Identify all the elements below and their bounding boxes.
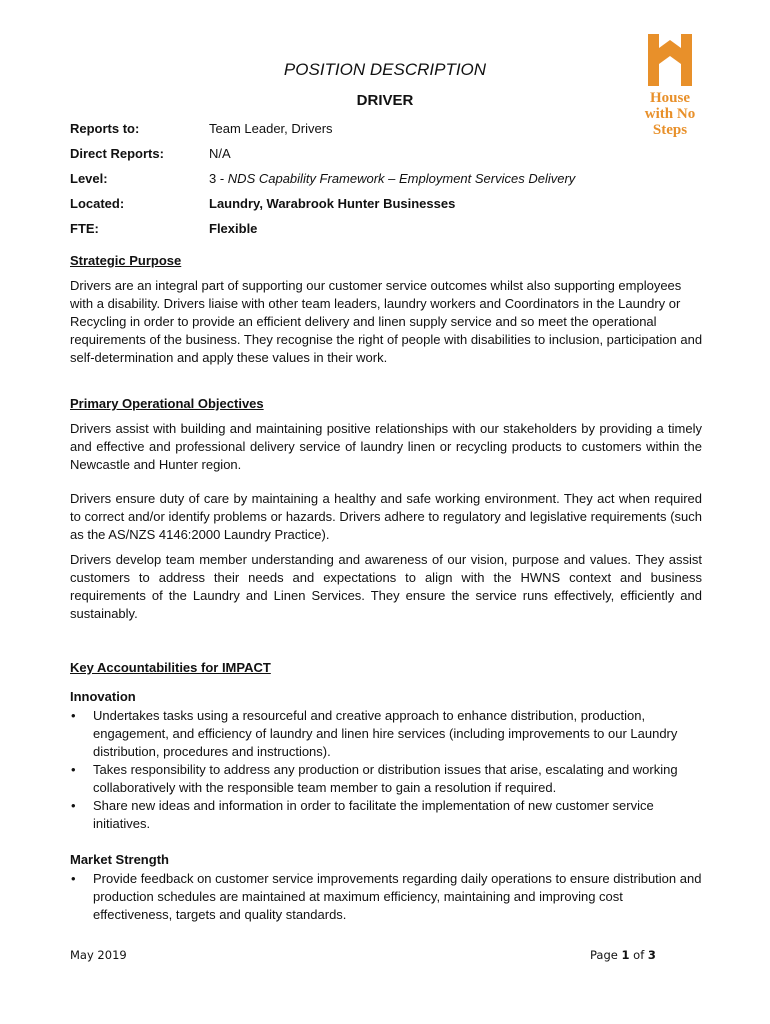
bullet-icon: •: [71, 762, 76, 777]
list-item-text: Takes responsibility to address any production or distribution issues that arise, escalating and working collaboratively with the responsible team member to gain a resolution if required.: [93, 762, 678, 795]
page-number: [590, 948, 656, 962]
objectives-paragraph: Drivers assist with building and maintaining positive relationships with our stakeholders by providing a timely and effective and professional delivery service of laundry linen or recycling products to customers within the Newcastle and Hunter region.: [70, 421, 702, 472]
objectives-paragraph: Drivers develop team member understanding and awareness of our vision, purpose and values. They assist customers to address their needs and expectations to align with the HWNS context and business requirements of the Laundry and Linen Services. They ensure the service runs effectively, efficiently and sustainably.: [70, 552, 702, 621]
innovation-list: [70, 707, 702, 833]
market-strength-heading: Market Strength: [70, 852, 169, 867]
role-title: DRIVER: [356, 92, 414, 109]
page-of: of: [629, 948, 648, 962]
meta-label: Reports to:: [70, 121, 140, 136]
list-item-text: Provide feedback on customer service improvements regarding daily operations to ensure distribution and production schedules are maintained at maximum efficiency, maintaining and improving cost effectiveness, targets and quality standards.: [93, 871, 702, 922]
list-item: [70, 707, 702, 761]
meta-row-fte: [70, 220, 575, 245]
level-framework: NDS Capability Framework – Employment Services Delivery: [227, 171, 576, 186]
meta-label: Level:: [70, 171, 108, 186]
meta-label: FTE:: [70, 221, 99, 236]
meta-row-located: [70, 195, 575, 220]
list-item: [70, 870, 702, 924]
meta-label: Located:: [70, 196, 125, 211]
page-current: 1: [621, 948, 630, 962]
document-title: POSITION DESCRIPTION: [283, 60, 487, 79]
accountabilities-heading: Key Accountabilities for IMPACT: [70, 660, 271, 675]
market-strength-list: [70, 870, 702, 924]
logo-line: with No: [644, 106, 696, 122]
list-item: [70, 761, 702, 797]
level-number: 3 -: [209, 171, 228, 186]
list-item-text: Share new ideas and information in order to facilitate the implementation of new customer service initiatives.: [93, 798, 654, 831]
objectives-paragraph: Drivers ensure duty of care by maintaining a healthy and safe working environment. They act when required to correct and/or identify problems or hazards. Drivers adhere to regulatory and legislative requirements (such as the AS/NZS 4146:2000 Laundry Practice).: [70, 491, 702, 542]
innovation-heading: Innovation: [70, 689, 136, 704]
position-details: [70, 120, 575, 245]
bullet-icon: •: [71, 708, 76, 723]
page-total: 3: [647, 948, 656, 962]
page-prefix: Page: [590, 948, 622, 962]
strategic-purpose-heading: Strategic Purpose: [70, 253, 182, 268]
list-item: [70, 797, 702, 833]
logo-line: Steps: [652, 122, 688, 138]
footer-date: May 2019: [70, 948, 127, 962]
bullet-icon: •: [71, 798, 76, 813]
meta-value: Flexible: [209, 221, 258, 236]
house-with-no-steps-logo: [630, 30, 710, 138]
meta-row-level: [70, 170, 575, 195]
meta-value: [209, 170, 575, 195]
meta-value: Team Leader, Drivers: [209, 121, 333, 136]
meta-value: N/A: [209, 146, 231, 161]
logo-line: House: [649, 90, 690, 106]
meta-value: Laundry, Warabrook Hunter Businesses: [209, 196, 456, 211]
bullet-icon: •: [71, 871, 76, 886]
strategic-purpose-text: Drivers are an integral part of supporting our customer service outcomes whilst also supporting employees with a disability. Drivers liaise with other team leaders, laundry workers and Coordinators in the Laundry or Recycling in order to provide an efficient delivery and linen supply service and so meet the operational requirements of the business. They recognise the right of people with disabilities to inclusion, participation and self-determination and apply these values in their work.: [70, 278, 703, 365]
meta-row-reports-to: [70, 120, 575, 145]
meta-row-direct-reports: [70, 145, 575, 170]
meta-label: Direct Reports:: [70, 146, 164, 161]
list-item-text: Undertakes tasks using a resourceful and creative approach to enhance distribution, production, engagement, and efficiency of laundry and linen hire services (including improvements to our Laundry distribution, procedures and instructions).: [93, 708, 678, 759]
objectives-heading: Primary Operational Objectives: [70, 396, 264, 411]
